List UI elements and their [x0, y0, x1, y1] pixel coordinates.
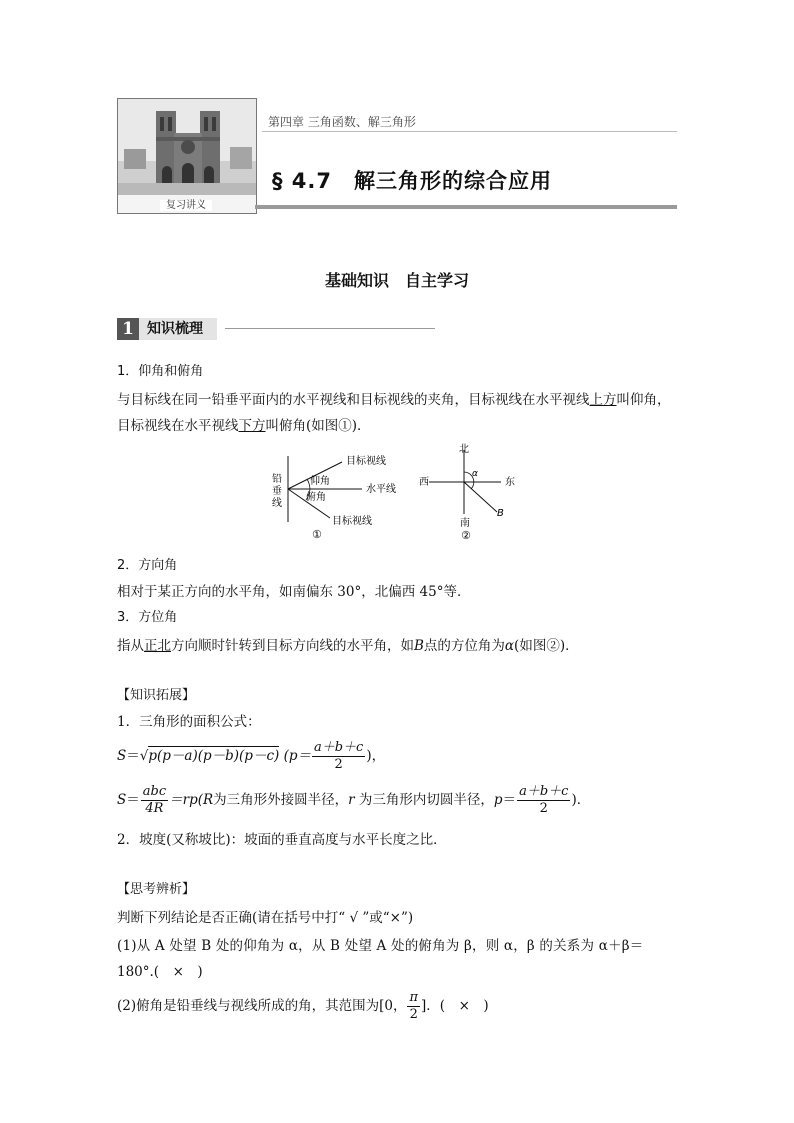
thinking-heading: 【思考辨析】: [117, 882, 196, 897]
figure2-caption: ②: [461, 529, 471, 542]
extension-item2: 2．坡度(又称坡比)：坡面的垂直高度与水平长度之比．: [117, 832, 447, 848]
part-title: 基础知识 自主学习: [324, 271, 469, 290]
west-label: 西: [419, 477, 429, 488]
depression-label: 俯角: [306, 492, 326, 503]
target-line-bottom-label: 目标视线: [332, 516, 372, 527]
item2-title: 2．方向角: [117, 558, 178, 573]
denominator: 4R: [145, 801, 164, 816]
equals: ＝: [502, 792, 517, 808]
numerator: a＋b＋c: [519, 784, 569, 799]
fraction-pi-over-2: [407, 990, 420, 1023]
underlined-term: 上方: [589, 392, 617, 408]
alpha-label: α: [472, 469, 478, 479]
figure1-caption: ①: [312, 528, 322, 541]
point-b-label: B: [497, 508, 504, 519]
photo-tag-text: 复习讲义: [160, 200, 212, 211]
figure-elevation-depression: [270, 452, 410, 542]
formula-heron: [117, 740, 385, 773]
section-title: § 4.7 解三角形的综合应用: [272, 169, 553, 193]
vertical-label-1: 铅: [272, 474, 282, 485]
fraction-semiperimeter: [312, 740, 365, 773]
numerator: a＋b＋c: [313, 740, 364, 755]
sqrt-body: p(p－a)(p－b)(p－c): [148, 748, 280, 764]
text: 叫仰角，: [616, 392, 671, 408]
var-s: S: [117, 748, 127, 764]
text: 点的方位角为: [423, 638, 505, 654]
underlined-term: 正北: [144, 638, 171, 654]
chapter-divider: [262, 131, 677, 132]
section-divider: [255, 205, 677, 209]
text: )，: [366, 748, 386, 764]
target-line-top-label: 目标视线: [346, 456, 386, 467]
cathedral-illustration: [118, 99, 256, 195]
item3-title: 3．方位角: [117, 610, 178, 625]
question2: [117, 990, 489, 1023]
text: 指从: [117, 638, 144, 654]
text: 叫俯角(如图①)．: [265, 418, 371, 434]
item1-line1: [117, 388, 671, 408]
item3-text: [117, 634, 579, 654]
badge-divider: [225, 328, 435, 329]
item1-line2: [117, 414, 371, 434]
var-r-upper: R: [202, 792, 214, 808]
text: (如图②)．: [514, 638, 579, 654]
fraction-abc-4r: [141, 784, 168, 817]
extension-item1: 1．三角形的面积公式：: [117, 714, 261, 730]
var-r: r: [348, 792, 355, 808]
section-badge-number: 1: [117, 318, 139, 340]
sqrt-sign: √: [139, 748, 149, 764]
thinking-intro: 判断下列结论是否正确(请在括号中打“ √ ”或“×”): [117, 910, 414, 926]
text: 方向顺时针转到目标方向线的水平角，如: [171, 638, 414, 654]
denominator: 2: [539, 801, 548, 816]
text: 与目标线在同一铅垂平面内的水平视线和目标视线的夹角，目标视线在水平视线: [117, 392, 590, 408]
section-badge-label: 知识梳理: [139, 318, 217, 340]
text: (p＝: [279, 748, 311, 764]
vertical-label-3: 线: [272, 498, 282, 509]
question1-line2: 180°.( × ): [117, 964, 203, 980]
denominator: 2: [409, 1007, 418, 1022]
question1-line1: (1)从 A 处望 B 处的仰角为 α，从 B 处望 A 处的俯角为 β，则 α，β 的关系为 α＋β＝: [117, 938, 644, 954]
extension-heading: 【知识拓展】: [117, 688, 196, 703]
fraction-semiperimeter: [517, 784, 570, 817]
var-alpha: α: [504, 638, 515, 654]
vertical-label-2: 垂: [272, 486, 282, 497]
equals: ＝: [126, 792, 140, 808]
var-p: p: [493, 792, 503, 808]
equals: ＝: [126, 748, 140, 764]
text: (2)俯角是铅垂线与视线所成的角，其范围为[0，: [117, 998, 407, 1014]
south-label: 南: [460, 518, 470, 529]
horizontal-label: 水平线: [366, 484, 396, 495]
photo-tag: [117, 196, 255, 211]
text: 目标视线在水平视线: [117, 418, 239, 434]
text: 为三角形外接圆半径，: [213, 792, 349, 808]
item1-title: 1．仰角和俯角: [117, 364, 204, 379]
var-b: B: [414, 638, 424, 654]
east-label: 东: [505, 477, 515, 488]
elevation-label: 仰角: [310, 476, 330, 487]
text: 为三角形内切圆半径，: [354, 792, 494, 808]
text: )．: [571, 792, 591, 808]
numerator: π: [409, 990, 419, 1005]
denominator: 2: [334, 757, 343, 772]
text: ]．( × ): [421, 998, 489, 1014]
item2-text: 相对于某正方向的水平角，如南偏东 30°，北偏西 45°等．: [117, 584, 471, 600]
var-s: S: [117, 792, 127, 808]
north-label: 北: [459, 444, 469, 455]
text: ＝rp(: [169, 792, 203, 808]
formula-circumradius: [117, 784, 590, 817]
underlined-term: 下方: [238, 418, 266, 434]
numerator: abc: [142, 784, 167, 799]
figure-azimuth: [417, 440, 527, 542]
chapter-title: 第四章 三角函数、解三角形: [268, 115, 416, 129]
